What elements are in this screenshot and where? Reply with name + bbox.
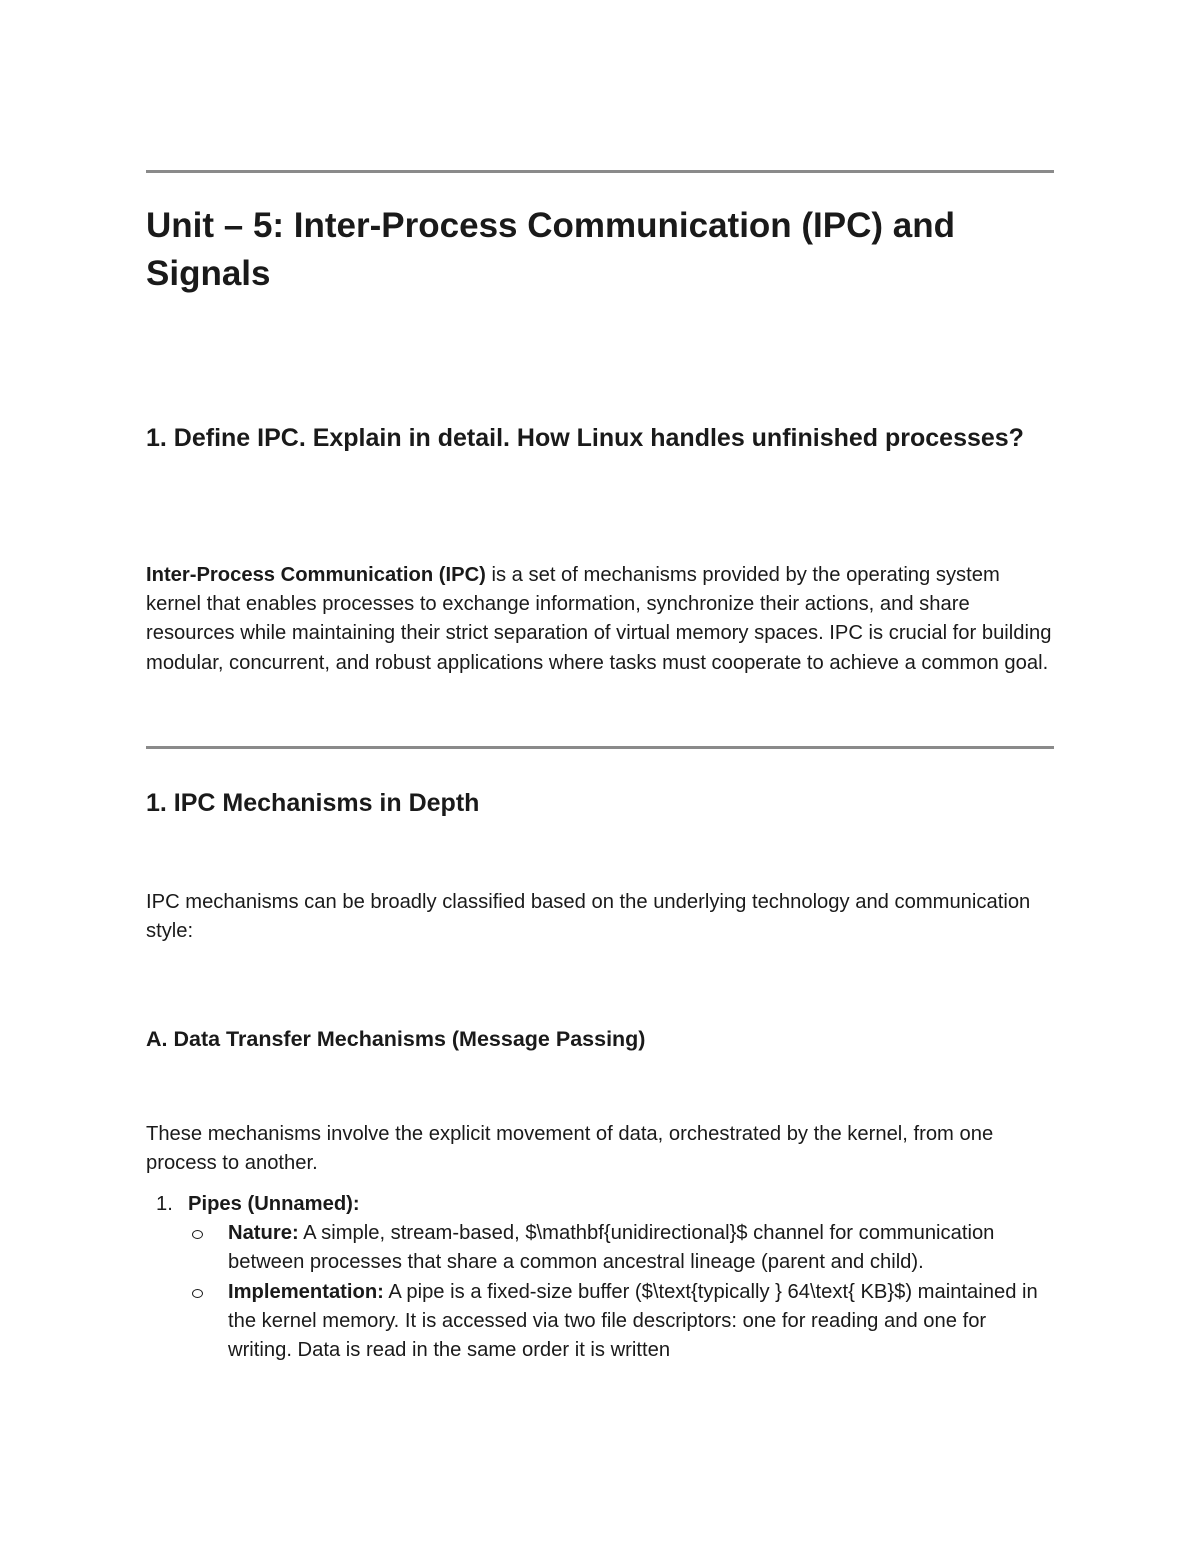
sub-item-label: Nature:	[228, 1222, 299, 1245]
sub-list-item	[146, 1219, 1054, 1277]
horizontal-rule	[146, 746, 1054, 749]
subsection-heading: A. Data Transfer Mechanisms (Message Passing)	[146, 1027, 646, 1051]
sub-list-item	[146, 1278, 1054, 1366]
document-title: Unit – 5: Inter-Process Communication (IPC) and Signals	[146, 206, 955, 293]
list-item-label: Pipes (Unnamed):	[188, 1193, 360, 1215]
subsection-paragraph: These mechanisms involve the explicit movement of data, orchestrated by the kernel, from one process to another.	[146, 1123, 994, 1175]
intro-paragraph	[146, 561, 1054, 678]
sub-item-label: Implementation:	[228, 1280, 384, 1303]
hollow-bullet-icon	[192, 1230, 203, 1239]
list-item	[146, 1190, 1054, 1219]
section-paragraph: IPC mechanisms can be broadly classified based on the underlying technology and communication style:	[146, 891, 1031, 943]
hollow-bullet-icon	[192, 1289, 203, 1298]
intro-term: Inter-Process Communication (IPC)	[146, 564, 486, 586]
mechanism-list	[146, 1190, 1054, 1365]
question-heading: 1. Define IPC. Explain in detail. How Linux handles unfinished processes?	[146, 424, 1024, 452]
sub-item-text: A simple, stream-based, $\mathbf{unidirectional}$ channel for communication between processes that share a common ancestral lineage (parent and child).	[228, 1222, 995, 1274]
horizontal-rule	[146, 170, 1054, 173]
intro-text: is a set of mechanisms provided by the operating system kernel that enables processes to exchange information, synchronize their actions, and share resources while maintaining their strict separation of virtual memory spaces. IPC is crucial for building modular, concurrent, and robust applications where tasks must cooperate to achieve a common goal.	[146, 564, 1052, 674]
list-item-number: 1.	[156, 1193, 173, 1215]
sub-item-text: A pipe is a fixed-size buffer ($\text{typically } 64\text{ KB}$) maintained in the kernel memory. It is accessed via two file descriptors: one for reading and one for writing. Data is read in the same order it is written	[228, 1280, 1038, 1362]
document-page	[146, 0, 1054, 1553]
section-heading: 1. IPC Mechanisms in Depth	[146, 789, 480, 817]
